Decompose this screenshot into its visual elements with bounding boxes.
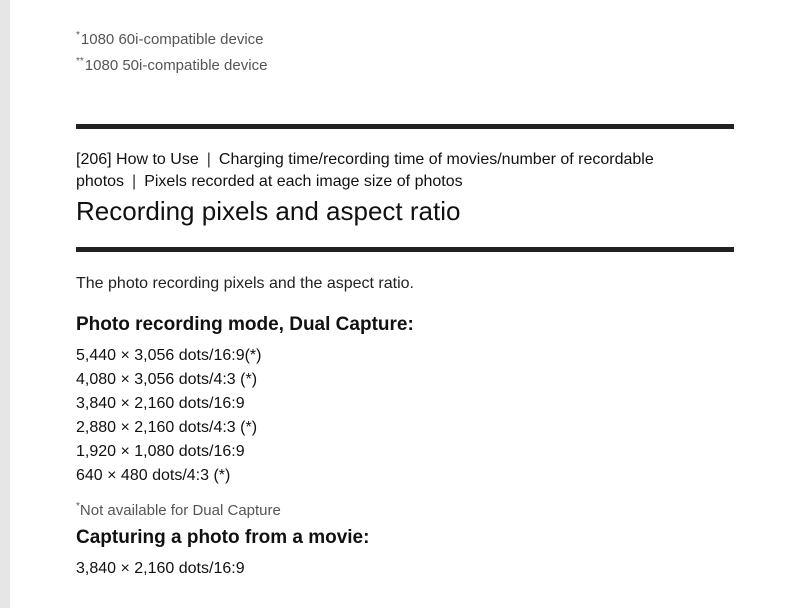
footnote-60i	[76, 27, 264, 49]
breadcrumb-item-charging-time[interactable]: Charging time/recording time of movies/number of recordable photos	[76, 151, 654, 190]
breadcrumb-separator: |	[132, 173, 137, 190]
spec-item: 640 × 480 dots/4:3 (*)	[76, 467, 231, 484]
spec-item: 5,440 × 3,056 dots/16:9(*)	[76, 347, 262, 364]
spec-item: 3,840 × 2,160 dots/16:9	[76, 560, 245, 577]
footnote-text: 1080 50i-compatible device	[84, 57, 268, 74]
section-divider-bottom	[76, 247, 734, 252]
breadcrumb-item-how-to-use[interactable]: [206] How to Use	[76, 151, 199, 168]
note-text: Not available for Dual Capture	[79, 502, 281, 519]
spec-item: 4,080 × 3,056 dots/4:3 (*)	[76, 371, 258, 388]
spec-item: 3,840 × 2,160 dots/16:9	[76, 395, 245, 412]
spec-item: 1,920 × 1,080 dots/16:9	[76, 443, 245, 460]
dual-capture-note	[76, 498, 281, 520]
section-divider-top	[76, 124, 734, 129]
breadcrumb	[76, 149, 696, 193]
spec-item: 2,880 × 2,160 dots/4:3 (*)	[76, 419, 258, 436]
movie-capture-spec-list	[76, 557, 245, 581]
breadcrumb-separator: |	[206, 151, 211, 168]
photo-recording-spec-list	[76, 344, 261, 488]
breadcrumb-item-pixels-recorded[interactable]: Pixels recorded at each image size of photos	[144, 173, 463, 190]
footnote-text: 1080 60i-compatible device	[80, 31, 264, 48]
note-mark: *	[76, 501, 80, 512]
movie-capture-heading: Capturing a photo from a movie:	[76, 527, 370, 548]
photo-recording-heading: Photo recording mode, Dual Capture:	[76, 314, 414, 335]
footnote-mark: *	[76, 30, 80, 41]
page-title: Recording pixels and aspect ratio	[76, 196, 461, 226]
footnote-50i	[76, 53, 267, 75]
left-gutter	[0, 0, 10, 608]
footnote-mark: **	[76, 56, 84, 67]
intro-text: The photo recording pixels and the aspect ratio.	[76, 275, 414, 292]
